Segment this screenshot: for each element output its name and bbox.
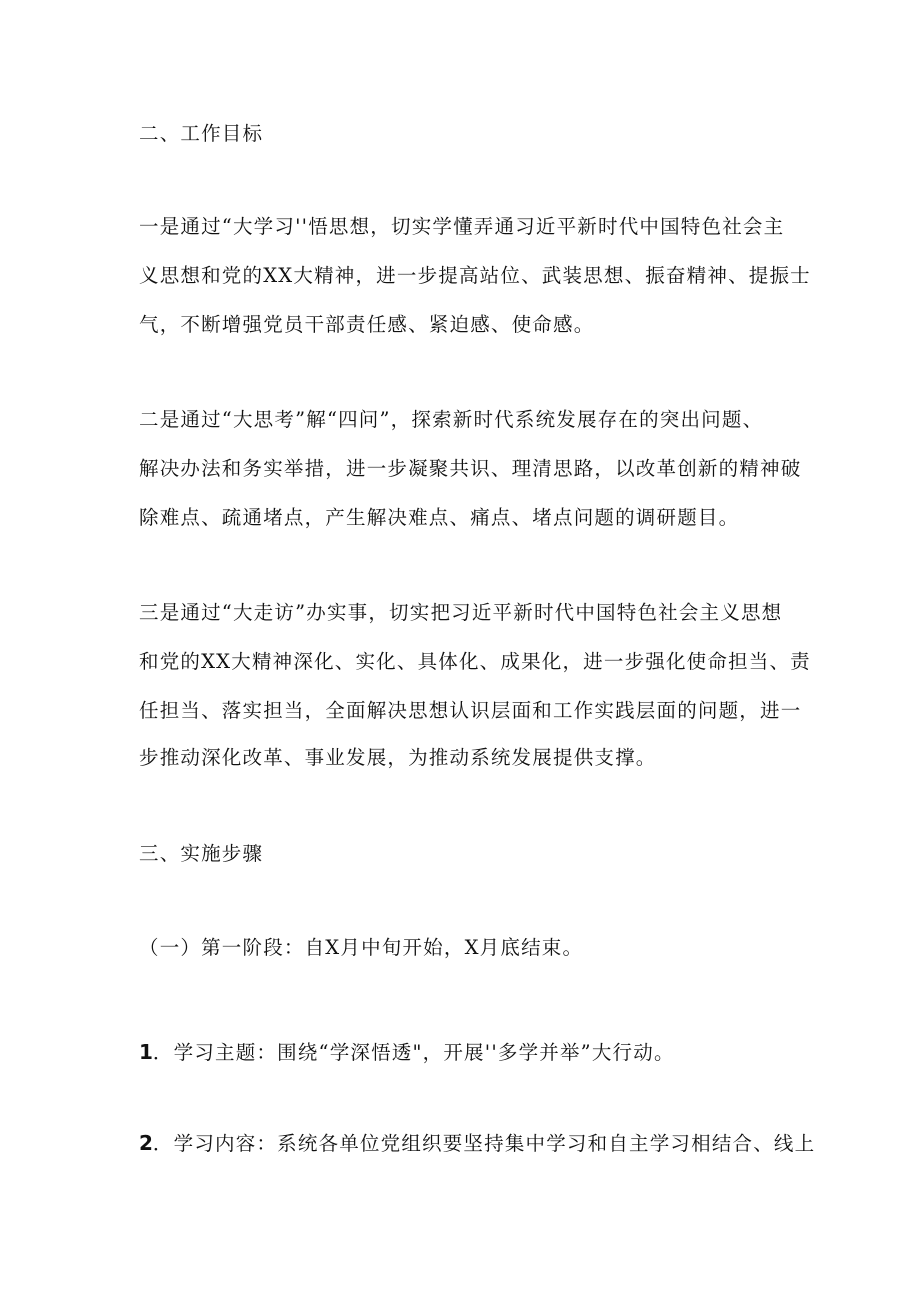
goal-1-line-2: 义思想和党的XX大精神，进一步提高站位、武装思想、振奋精神、提振士: [139, 264, 811, 287]
goal-2-line-3: 除难点、疏通堵点，产生解决难点、痛点、堵点问题的调研题目。: [139, 506, 740, 529]
list-item-1: [139, 1040, 799, 1065]
goal-3-line-3: 任担当、落实担当，全面解决思想认识层面和工作实践层面的问题，进一: [139, 699, 802, 722]
goal-3-line-1: 三是通过“大走访”办实事，切实把习近平新时代中国特色社会主义思想: [139, 601, 783, 624]
stage-1-heading: （一）第一阶段：自X月中旬开始，X月底结束。: [139, 936, 584, 959]
list-item-2-text: ．学习内容：系统各单位党组织要坚持集中学习和自主学习相结合、线上: [152, 1132, 816, 1155]
goal-2-line-2: 解决办法和务实举措，进一步凝聚共识、理清思路，以改革创新的精神破: [139, 457, 802, 480]
list-item-2-number: 2: [139, 1131, 153, 1155]
goal-3-line-4: 步推动深化改革、事业发展，为推动系统发展提供支撑。: [139, 746, 657, 769]
goal-2-line-1: 二是通过“大思考”解“四问”，探索新时代系统发展存在的突出问题、: [139, 408, 764, 431]
goal-1-line-1: 一是通过“大学习''悟思想，切实学懂弄通习近平新时代中国特色社会主: [139, 215, 785, 238]
section-heading-goals: 二、工作目标: [139, 122, 264, 145]
list-item-1-number: 1: [139, 1040, 153, 1064]
goal-1-line-3: 气，不断增强党员干部责任感、紧迫感、使命感。: [139, 313, 595, 336]
list-item-1-text: ．学习主题：围绕“学深悟透"，开展''多学并举”大行动。: [152, 1041, 675, 1064]
goal-3-line-2: 和党的XX大精神深化、实化、具体化、成果化，进一步强化使命担当、责: [139, 650, 811, 673]
list-item-2: [139, 1131, 816, 1156]
section-heading-steps: 三、实施步骤: [139, 842, 264, 865]
